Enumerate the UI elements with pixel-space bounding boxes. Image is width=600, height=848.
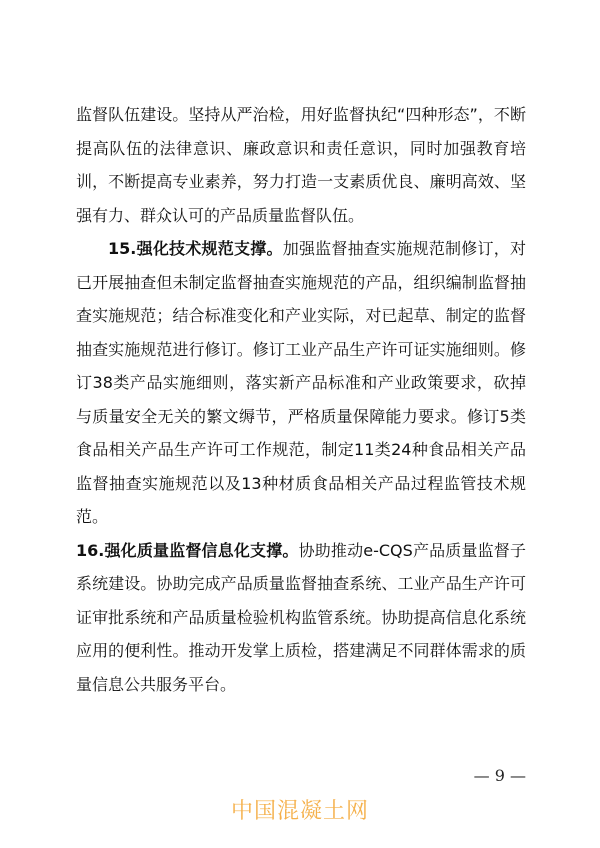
watermark-logo: 中国混凝土网 bbox=[230, 799, 369, 824]
paragraph-1 bbox=[76, 98, 526, 232]
document-body bbox=[76, 98, 526, 701]
page-number: — 9 — bbox=[473, 766, 526, 785]
paragraph-2-text: 加强监督抽查实施规范制修订，对已开展抽查但未制定监督抽查实施规范的产品，组织编制监督抽查实施规范；结合标准变化和产业实际，对已起草、制定的监督抽查实施规范进行修订。修订工业产品生产许可证实施细则。修订38类产品实施细则，落实新产品标准和产业政策要求，砍掉与质量安全无关的繁文缛节，严格质量保障能力要求。修订5类食品相关产品生产许可工作规范，制定11类24种食品相关产品监督抽查实施规范以及13种材质食品相关产品过程监管技术规范。 bbox=[76, 239, 526, 526]
paragraph-2 bbox=[76, 232, 526, 534]
paragraph-1-text: 监督队伍建设。坚持从严治检，用好监督执纪“四种形态”，不断提高队伍的法律意识、廉政意识和责任意识，同时加强教育培训，不断提高专业素养，努力打造一支素质优良、廉明高效、坚强有力、群众认可的产品质量监督队伍。 bbox=[76, 105, 526, 225]
paragraph-3 bbox=[76, 534, 526, 702]
paragraph-3-heading: 16.强化质量监督信息化支撑。 bbox=[76, 540, 299, 560]
paragraph-2-heading: 15.强化技术规范支撑。 bbox=[108, 239, 283, 258]
paragraph-3-text: 协助推动e-CQS产品质量监督子系统建设。协助完成产品质量监督抽查系统、工业产品生产许可证审批系统和产品质量检验机构监管系统。协助提高信息化系统应用的便利性。推动开发掌上质检，搭建满足不同群体需求的质量信息公共服务平台。 bbox=[76, 540, 526, 694]
